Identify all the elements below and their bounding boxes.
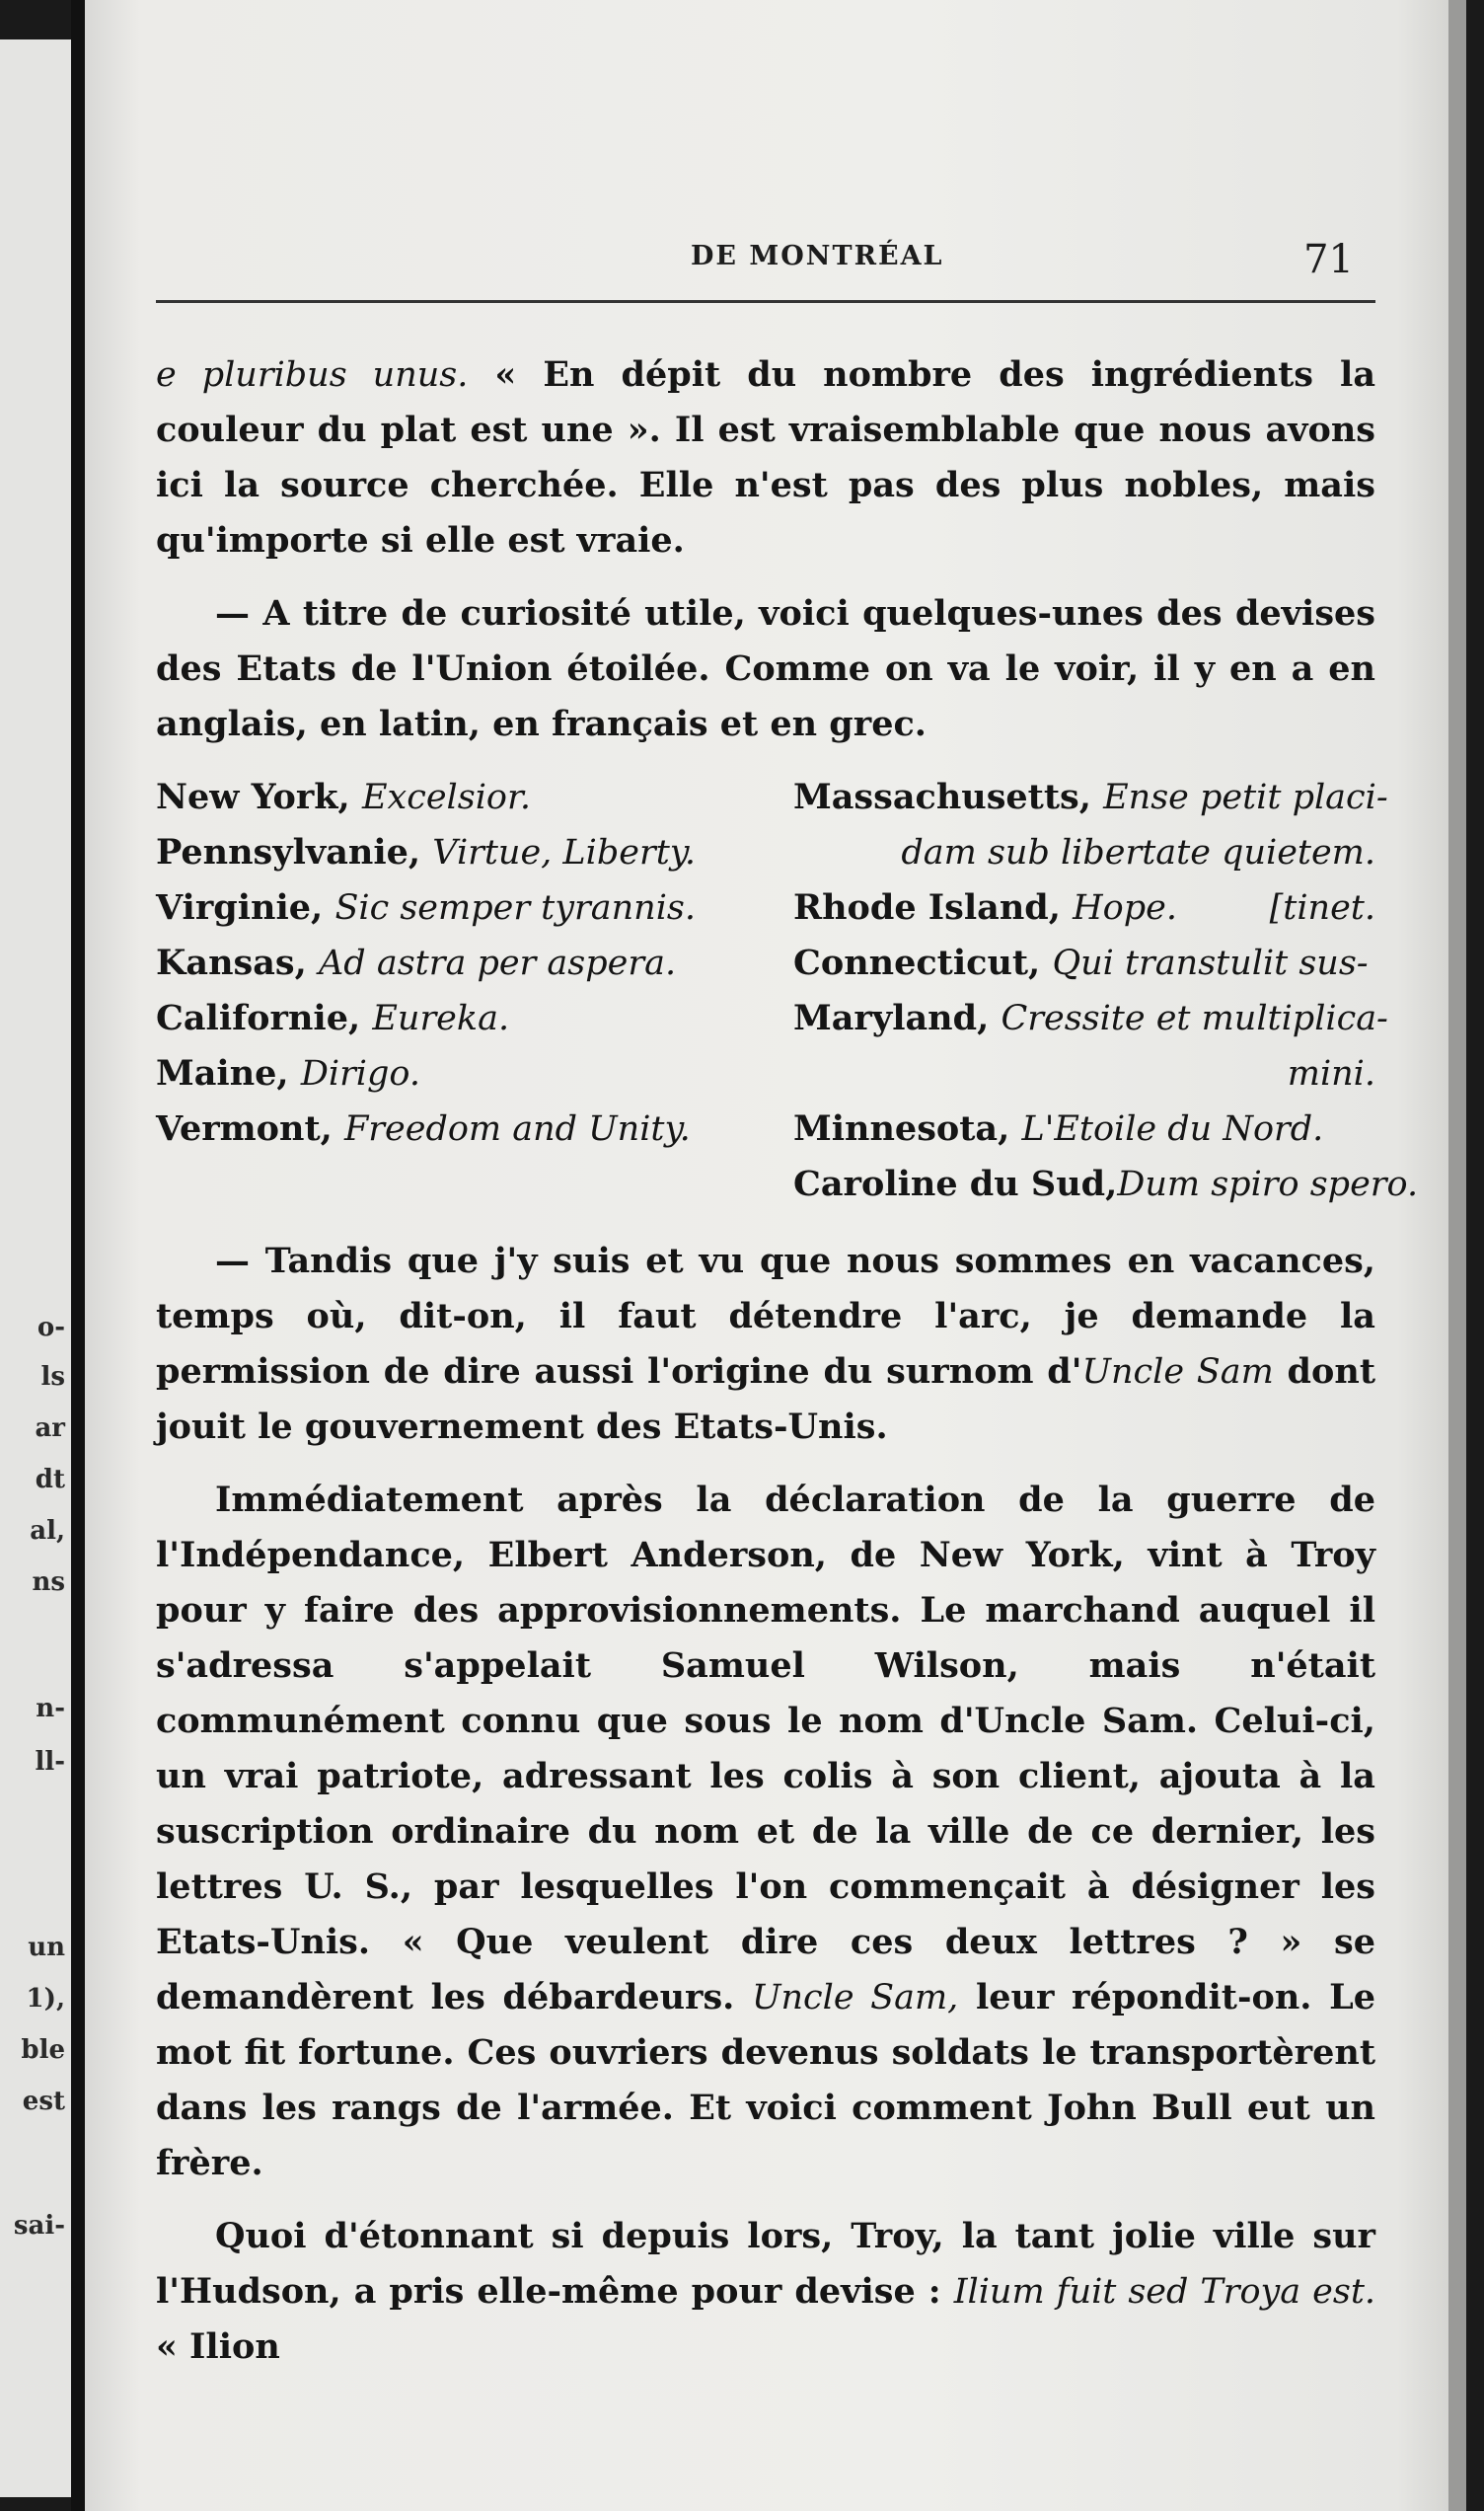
page-body <box>156 347 1419 2393</box>
margin-fragment: o- <box>37 1313 65 1342</box>
paragraph-text: Quoi d'étonnant si depuis lors, Troy, la tant jolie ville sur l'Hudson, a pris elle-même pour devise : <box>156 2216 1375 2312</box>
state-name: Maryland, <box>793 998 1002 1038</box>
margin-fragment: n- <box>36 1694 65 1723</box>
running-title: DE MONTRÉAL <box>691 241 944 271</box>
state-motto: Freedom and Unity. <box>344 1109 691 1149</box>
page-header <box>158 237 1372 296</box>
emphasis: Uncle Sam <box>1081 1352 1274 1392</box>
state-motto: mini. <box>1287 1054 1375 1094</box>
motto-entry <box>793 991 1388 1046</box>
state-motto: Eureka. <box>372 999 510 1038</box>
state-name: Massachusetts, <box>793 777 1104 817</box>
state-name: Maine, <box>156 1053 301 1094</box>
page-edge-shadow <box>1448 0 1466 2511</box>
state-motto: Dum spiro spero. <box>1117 1165 1419 1204</box>
state-name: Caroline du Sud, <box>793 1164 1118 1204</box>
state-motto: Hope. <box>1073 888 1177 928</box>
margin-fragment: dt <box>35 1465 65 1494</box>
motto-main <box>793 880 1177 936</box>
paragraph: — A titre de curiosité utile, voici quelques-unes des devises des Etats de l'Union étoilée. Comme on va le voir, il y en a en anglais, en latin, en français et en grec. <box>156 593 1375 744</box>
margin-fragment: est <box>22 2087 65 2116</box>
state-name: Connecticut, <box>793 943 1053 983</box>
state-name: Kansas, <box>156 943 320 983</box>
paragraph <box>156 347 1375 569</box>
motto-entry <box>156 880 708 936</box>
state-motto: Ense petit placi- <box>1103 778 1388 817</box>
margin-fragment: al, <box>30 1516 65 1546</box>
state-name: Vermont, <box>156 1108 345 1149</box>
motto-entry <box>156 1046 708 1102</box>
state-name: Californie, <box>156 998 373 1038</box>
paragraph <box>156 2209 1375 2375</box>
page-number: 71 <box>1303 237 1354 282</box>
state-name: New York, <box>156 777 362 817</box>
motto-entry <box>156 1102 708 1157</box>
paragraph-text: leur répondit-on. Le mot fit fortune. Ces ouvriers devenus soldats le transportèrent dans les rangs de l'armée. Et voici comment John Bull eut un frère. <box>156 1977 1375 2183</box>
motto-entry <box>156 991 708 1046</box>
state-motto: Cressite et multiplica- <box>1001 999 1388 1038</box>
motto-entry <box>156 770 708 825</box>
margin-fragment: un <box>28 1933 65 1962</box>
state-motto: Sic semper tyrannis. <box>334 888 696 928</box>
paragraph-text: dont jouit le gouvernement des Etats-Unis. <box>156 1351 1375 1447</box>
latin-phrase: e pluribus unus. <box>156 355 469 395</box>
margin-fragment: ar <box>35 1413 65 1443</box>
state-motto: Virtue, Liberty. <box>432 833 697 873</box>
book-gutter <box>71 0 85 2511</box>
state-motto: Excelsior. <box>361 778 531 817</box>
state-motto: L'Etoile du Nord. <box>1021 1109 1324 1149</box>
margin-fragment: 1), <box>26 1984 65 2014</box>
state-mottos-list <box>156 770 1419 1212</box>
mottos-left-column <box>156 770 708 1212</box>
paragraph-text: « Ilion <box>156 2326 280 2367</box>
state-motto: Qui transtulit sus- <box>1052 944 1369 983</box>
motto-entry <box>793 936 1375 991</box>
margin-fragment: sai- <box>13 2211 65 2241</box>
margin-fragment: ble <box>21 2035 65 2065</box>
motto-entry <box>156 825 708 880</box>
state-name: Rhode Island, <box>793 887 1074 928</box>
paragraph-text: « En dépit du nombre des ingrédients la couleur du plat est une ». Il est vraisemblable que nous avons ici la source cherchée. Elle n'est pas des plus nobles, mais qu'importe si elle est vraie. <box>156 354 1376 561</box>
paragraph-text: — Tandis que j'y suis et vu que nous sommes en vacances, temps où, dit-on, il faut détendre l'arc, je demande la permission de dire aussi l'origine du surnom d' <box>156 1241 1375 1392</box>
state-name: Minnesota, <box>793 1108 1022 1149</box>
paragraph <box>156 1473 1375 2191</box>
motto-entry <box>793 1102 1375 1157</box>
motto-continuation <box>793 825 1375 880</box>
margin-fragment: ll- <box>35 1747 65 1777</box>
state-name: Virginie, <box>156 887 335 928</box>
header-rule <box>156 300 1375 303</box>
paragraph <box>156 1234 1375 1455</box>
motto-entry <box>793 770 1388 825</box>
motto-entry <box>793 1157 1419 1212</box>
state-motto: Ad astra per aspera. <box>319 944 677 983</box>
state-name: Pennsylvanie, <box>156 832 433 873</box>
motto-entry <box>793 880 1375 936</box>
paragraph-text: Immédiatement après la déclaration de la guerre de l'Indépendance, Elbert Anderson, de New York, vint à Troy pour y faire des approvisionnements. Le marchand auquel il s'adressa s'appelait Samuel Wilson, mais n'était communément connu que sous le nom d'Uncle Sam. Celui-ci, un vrai patriote, adressant les colis à son client, ajouta à la suscription ordinaire du nom et de la ville de ce dernier, les lettres U. S., par lesquelles l'on commençait à désigner les Etats-Unis. « Que veulent dire ces deux lettres ? » se demandèrent les débardeurs. <box>156 1480 1375 2017</box>
state-motto: Dirigo. <box>300 1054 420 1094</box>
mottos-right-column <box>793 770 1419 1212</box>
margin-fragment: ns <box>32 1567 65 1597</box>
motto-overflow: [tinet. <box>1269 888 1375 928</box>
emphasis: Ilium fuit sed Troya est. <box>953 2272 1376 2312</box>
book-page <box>85 0 1466 2511</box>
margin-fragment: ls <box>40 1362 65 1392</box>
motto-continuation <box>793 1046 1375 1102</box>
motto-entry <box>156 936 708 991</box>
adjacent-page-edge <box>0 39 71 2497</box>
state-motto: dam sub libertate quietem. <box>901 833 1375 873</box>
emphasis: Uncle Sam, <box>752 1978 959 2017</box>
